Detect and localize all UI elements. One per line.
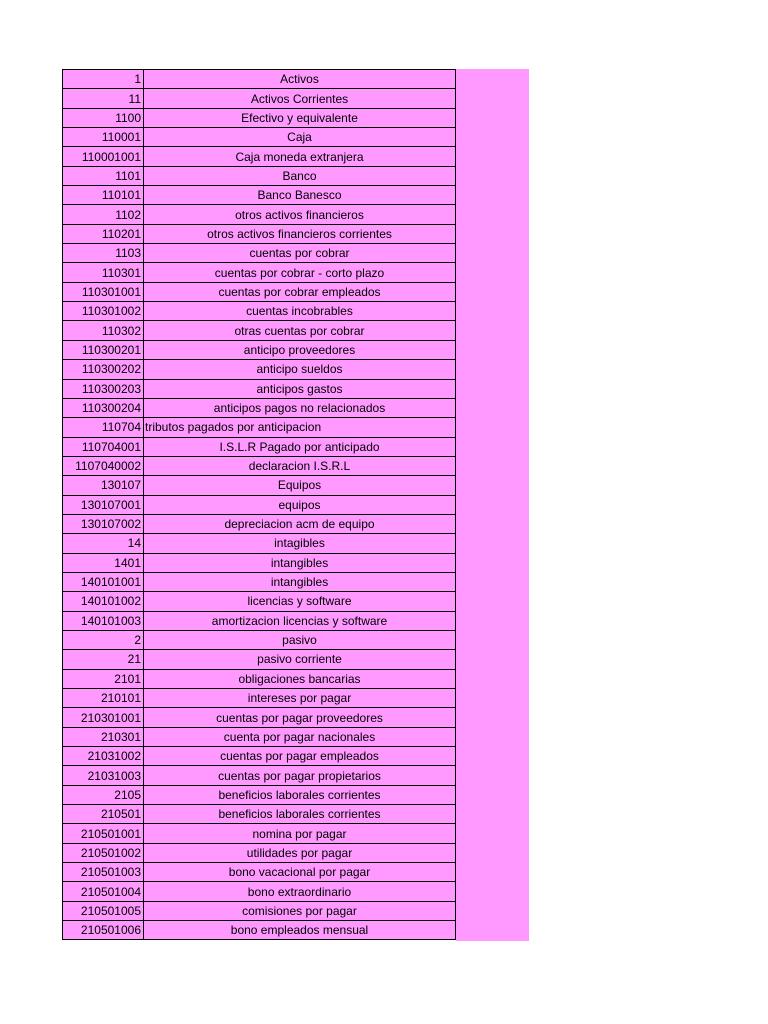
account-code-cell[interactable]: 210301 xyxy=(63,727,144,746)
table-row xyxy=(63,70,456,89)
account-code-cell[interactable]: 1101 xyxy=(63,166,144,185)
account-name-cell[interactable]: cuentas por pagar proveedores xyxy=(144,708,456,727)
account-code-cell[interactable]: 140101001 xyxy=(63,572,144,591)
account-code-cell[interactable]: 110301002 xyxy=(63,302,144,321)
account-code-cell[interactable]: 140101002 xyxy=(63,592,144,611)
account-code-cell[interactable]: 130107002 xyxy=(63,514,144,533)
table-row xyxy=(63,514,456,533)
account-name-cell[interactable]: Equipos xyxy=(144,476,456,495)
table-row xyxy=(63,282,456,301)
table-row xyxy=(63,495,456,514)
account-code-cell[interactable]: 110704001 xyxy=(63,437,144,456)
account-name-cell[interactable]: cuentas por cobrar - corto plazo xyxy=(144,263,456,282)
account-code-cell[interactable]: 110300204 xyxy=(63,398,144,417)
account-name-cell[interactable]: bono extraordinario xyxy=(144,882,456,901)
account-name-cell[interactable]: Caja moneda extranjera xyxy=(144,147,456,166)
account-code-cell[interactable]: 210301001 xyxy=(63,708,144,727)
account-code-cell[interactable]: 14 xyxy=(63,534,144,553)
table-row xyxy=(63,843,456,862)
account-name-cell[interactable]: declaracion I.S.R.L xyxy=(144,456,456,475)
accounts-table xyxy=(62,69,456,940)
account-name-cell[interactable]: bono vacacional por pagar xyxy=(144,863,456,882)
account-code-cell[interactable]: 110301 xyxy=(63,263,144,282)
account-name-cell[interactable]: Activos xyxy=(144,70,456,89)
account-code-cell[interactable]: 1 xyxy=(63,70,144,89)
table-row xyxy=(63,360,456,379)
table-row xyxy=(63,708,456,727)
table-row xyxy=(63,882,456,901)
table-row xyxy=(63,398,456,417)
account-code-cell[interactable]: 130107001 xyxy=(63,495,144,514)
table-row xyxy=(63,592,456,611)
table-row xyxy=(63,611,456,630)
account-code-cell[interactable]: 140101003 xyxy=(63,611,144,630)
highlighted-empty-column[interactable] xyxy=(456,69,529,941)
accounts-table-body xyxy=(63,70,456,940)
account-name-cell[interactable]: nomina por pagar xyxy=(144,824,456,843)
table-row xyxy=(63,805,456,824)
account-name-cell[interactable]: I.S.L.R Pagado por anticipado xyxy=(144,437,456,456)
account-name-cell[interactable]: cuentas por pagar empleados xyxy=(144,747,456,766)
account-name-cell[interactable]: beneficios laborales corrientes xyxy=(144,805,456,824)
account-name-cell[interactable]: cuentas por cobrar xyxy=(144,244,456,263)
account-name-cell[interactable]: Caja xyxy=(144,128,456,147)
table-row xyxy=(63,534,456,553)
account-code-cell[interactable]: 110301001 xyxy=(63,282,144,301)
table-row xyxy=(63,340,456,359)
account-code-cell[interactable]: 110302 xyxy=(63,321,144,340)
account-code-cell[interactable]: 1100 xyxy=(63,108,144,127)
account-name-cell[interactable]: intangibles xyxy=(144,572,456,591)
table-row xyxy=(63,147,456,166)
table-row xyxy=(63,166,456,185)
table-row xyxy=(63,263,456,282)
account-code-cell[interactable]: 210501002 xyxy=(63,843,144,862)
account-code-cell[interactable]: 2105 xyxy=(63,785,144,804)
account-code-cell[interactable]: 210101 xyxy=(63,689,144,708)
table-row xyxy=(63,108,456,127)
account-code-cell[interactable]: 210501003 xyxy=(63,863,144,882)
account-name-cell[interactable]: pasivo xyxy=(144,630,456,649)
account-name-cell[interactable]: equipos xyxy=(144,495,456,514)
account-code-cell[interactable]: 210501001 xyxy=(63,824,144,843)
account-code-cell[interactable]: 110001 xyxy=(63,128,144,147)
account-name-cell[interactable]: tributos pagados por anticipacion xyxy=(144,418,456,437)
account-code-cell[interactable]: 210501 xyxy=(63,805,144,824)
table-row xyxy=(63,476,456,495)
account-name-cell[interactable]: cuenta por pagar nacionales xyxy=(144,727,456,746)
account-name-cell[interactable]: intereses por pagar xyxy=(144,689,456,708)
account-code-cell[interactable]: 110300202 xyxy=(63,360,144,379)
account-code-cell[interactable]: 110300203 xyxy=(63,379,144,398)
table-row xyxy=(63,572,456,591)
table-row xyxy=(63,205,456,224)
account-code-cell[interactable]: 210501006 xyxy=(63,921,144,940)
account-code-cell[interactable]: 21031003 xyxy=(63,766,144,785)
account-code-cell[interactable]: 110704 xyxy=(63,418,144,437)
table-row xyxy=(63,302,456,321)
table-row xyxy=(63,244,456,263)
account-name-cell[interactable]: depreciacion acm de equipo xyxy=(144,514,456,533)
table-row xyxy=(63,727,456,746)
account-name-cell[interactable]: comisiones por pagar xyxy=(144,901,456,920)
spreadsheet-area xyxy=(62,69,529,941)
account-name-cell[interactable]: Banco xyxy=(144,166,456,185)
account-name-cell[interactable]: otros activos financieros corrientes xyxy=(144,224,456,243)
account-name-cell[interactable]: pasivo corriente xyxy=(144,650,456,669)
account-code-cell[interactable]: 1103 xyxy=(63,244,144,263)
table-row xyxy=(63,89,456,108)
table-row xyxy=(63,766,456,785)
account-name-cell[interactable]: Efectivo y equivalente xyxy=(144,108,456,127)
table-row xyxy=(63,630,456,649)
account-name-cell[interactable]: anticipos gastos xyxy=(144,379,456,398)
account-code-cell[interactable]: 130107 xyxy=(63,476,144,495)
account-code-cell[interactable]: 11 xyxy=(63,89,144,108)
table-row xyxy=(63,689,456,708)
account-name-cell[interactable]: intagibles xyxy=(144,534,456,553)
account-code-cell[interactable]: 210501005 xyxy=(63,901,144,920)
account-name-cell[interactable]: anticipo sueldos xyxy=(144,360,456,379)
table-row xyxy=(63,437,456,456)
table-row xyxy=(63,418,456,437)
account-name-cell[interactable]: Banco Banesco xyxy=(144,186,456,205)
account-name-cell[interactable]: anticipos pagos no relacionados xyxy=(144,398,456,417)
table-row xyxy=(63,921,456,940)
account-code-cell[interactable]: 1102 xyxy=(63,205,144,224)
account-code-cell[interactable]: 21 xyxy=(63,650,144,669)
account-code-cell[interactable]: 210501004 xyxy=(63,882,144,901)
account-code-cell[interactable]: 110001001 xyxy=(63,147,144,166)
account-name-cell[interactable]: cuentas incobrables xyxy=(144,302,456,321)
table-row xyxy=(63,186,456,205)
account-name-cell[interactable]: licencias y software xyxy=(144,592,456,611)
table-row xyxy=(63,321,456,340)
table-row xyxy=(63,224,456,243)
account-code-cell[interactable]: 110201 xyxy=(63,224,144,243)
account-name-cell[interactable]: intangibles xyxy=(144,553,456,572)
table-row xyxy=(63,785,456,804)
account-name-cell[interactable]: otros activos financieros xyxy=(144,205,456,224)
account-code-cell[interactable]: 1401 xyxy=(63,553,144,572)
account-code-cell[interactable]: 21031002 xyxy=(63,747,144,766)
account-name-cell[interactable]: obligaciones bancarias xyxy=(144,669,456,688)
table-row xyxy=(63,379,456,398)
account-name-cell[interactable]: cuentas por cobrar empleados xyxy=(144,282,456,301)
table-row xyxy=(63,824,456,843)
table-row xyxy=(63,553,456,572)
table-row xyxy=(63,669,456,688)
account-code-cell[interactable]: 110300201 xyxy=(63,340,144,359)
account-name-cell[interactable]: cuentas por pagar propietarios xyxy=(144,766,456,785)
account-code-cell[interactable]: 110101 xyxy=(63,186,144,205)
account-code-cell[interactable]: 1107040002 xyxy=(63,456,144,475)
table-row xyxy=(63,863,456,882)
table-row xyxy=(63,747,456,766)
account-name-cell[interactable]: Activos Corrientes xyxy=(144,89,456,108)
account-code-cell[interactable]: 2 xyxy=(63,630,144,649)
account-name-cell[interactable]: beneficios laborales corrientes xyxy=(144,785,456,804)
account-code-cell[interactable]: 2101 xyxy=(63,669,144,688)
table-row xyxy=(63,128,456,147)
account-name-cell[interactable]: bono empleados mensual xyxy=(144,921,456,940)
table-row xyxy=(63,456,456,475)
table-row xyxy=(63,650,456,669)
account-name-cell[interactable]: anticipo proveedores xyxy=(144,340,456,359)
account-name-cell[interactable]: amortizacion licencias y software xyxy=(144,611,456,630)
account-name-cell[interactable]: otras cuentas por cobrar xyxy=(144,321,456,340)
account-name-cell[interactable]: utilidades por pagar xyxy=(144,843,456,862)
table-row xyxy=(63,901,456,920)
